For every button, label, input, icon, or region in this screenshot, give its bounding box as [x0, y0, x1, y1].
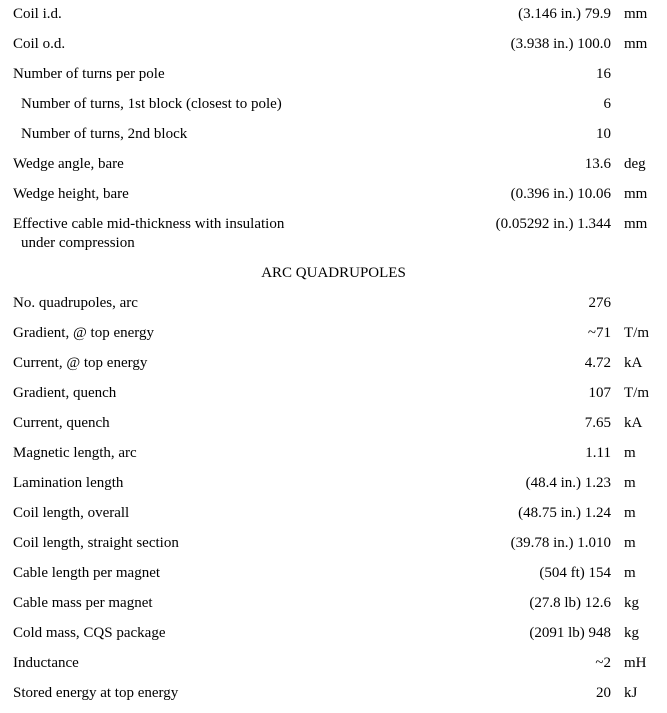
- row-label: Gradient, quench: [13, 385, 117, 401]
- row-value: (2091 lb) 948: [529, 625, 611, 641]
- row-value: 1.11: [585, 445, 611, 461]
- row-unit: m: [624, 535, 636, 551]
- row-label: Coil length, overall: [13, 505, 130, 521]
- row-value: 20: [596, 685, 611, 701]
- row-unit: m: [624, 445, 636, 461]
- table-row: [0, 323, 667, 353]
- table-row: [0, 154, 667, 184]
- row-label: Number of turns, 2nd block: [21, 126, 188, 142]
- row-unit: mm: [624, 36, 648, 52]
- row-unit: kA: [624, 415, 643, 431]
- row-value: 4.72: [584, 355, 611, 371]
- row-label: Coil i.d.: [13, 6, 62, 22]
- table-row: [0, 653, 667, 683]
- row-label: Wedge angle, bare: [13, 156, 124, 172]
- row-value: (0.05292 in.) 1.344: [495, 216, 611, 232]
- row-value: (3.938 in.) 100.0: [510, 36, 611, 52]
- table-row: [0, 593, 667, 623]
- row-value: ~2: [595, 655, 611, 671]
- row-label: Lamination length: [13, 475, 124, 491]
- table-row: [0, 443, 667, 473]
- row-label: Inductance: [13, 655, 79, 671]
- row-unit: kg: [624, 595, 639, 611]
- row-label: Cold mass, CQS package: [13, 625, 166, 641]
- row-value: (48.4 in.) 1.23: [525, 475, 611, 491]
- row-value: (504 ft) 154: [539, 565, 611, 581]
- row-label: Coil length, straight section: [13, 535, 179, 551]
- table-row: [0, 64, 667, 94]
- row-label: Number of turns, 1st block (closest to pole): [21, 96, 282, 112]
- row-value: 7.65: [584, 415, 611, 431]
- table-row: [0, 184, 667, 214]
- row-label-line-2: under compression: [21, 235, 135, 251]
- row-value: (3.146 in.) 79.9: [518, 6, 611, 22]
- row-value: 10: [596, 126, 611, 142]
- row-unit: m: [624, 505, 636, 521]
- row-label: Current, quench: [13, 415, 110, 431]
- section-heading: ARC QUADRUPOLES: [261, 265, 406, 281]
- table-row: [0, 293, 667, 323]
- table-row: [0, 623, 667, 653]
- table-row: [0, 413, 667, 443]
- table-row: [0, 214, 667, 254]
- row-unit: kg: [624, 625, 639, 641]
- row-value: (0.396 in.) 10.06: [510, 186, 611, 202]
- row-value: 107: [588, 385, 611, 401]
- row-unit: deg: [624, 156, 646, 172]
- table-row: [0, 563, 667, 593]
- row-label: No. quadrupoles, arc: [13, 295, 138, 311]
- table-row: [0, 94, 667, 124]
- row-label: [13, 214, 284, 253]
- table-row: [0, 353, 667, 383]
- row-value: (27.8 lb) 12.6: [529, 595, 611, 611]
- table-row: [0, 34, 667, 64]
- row-value: 276: [588, 295, 611, 311]
- table-row: [0, 4, 667, 34]
- row-unit: kA: [624, 355, 643, 371]
- row-unit: mm: [624, 186, 648, 202]
- row-label: Magnetic length, arc: [13, 445, 137, 461]
- row-value: (39.78 in.) 1.010: [510, 535, 611, 551]
- row-label: Wedge height, bare: [13, 186, 129, 202]
- row-label: Stored energy at top energy: [13, 685, 179, 701]
- row-unit: T/m: [624, 385, 649, 401]
- table-row: [0, 383, 667, 413]
- table-row: [0, 533, 667, 563]
- row-unit: m: [624, 475, 636, 491]
- table-row: [0, 683, 667, 713]
- row-label: Cable mass per magnet: [13, 595, 153, 611]
- table-row: [0, 503, 667, 533]
- row-label: Cable length per magnet: [13, 565, 161, 581]
- row-label-line-1: Effective cable mid-thickness with insulation: [13, 216, 285, 232]
- row-label: Number of turns per pole: [13, 66, 165, 82]
- row-label: Gradient, @ top energy: [13, 325, 154, 341]
- row-label: Current, @ top energy: [13, 355, 148, 371]
- row-unit: kJ: [624, 685, 638, 701]
- row-value: (48.75 in.) 1.24: [518, 505, 611, 521]
- row-value: ~71: [587, 325, 611, 341]
- row-unit: mH: [624, 655, 647, 671]
- row-unit: m: [624, 565, 636, 581]
- table-row: [0, 473, 667, 503]
- row-unit: mm: [624, 6, 648, 22]
- row-unit: T/m: [624, 325, 649, 341]
- row-value: 13.6: [584, 156, 611, 172]
- table-row: [0, 124, 667, 154]
- row-value: 16: [596, 66, 611, 82]
- row-label: Coil o.d.: [13, 36, 66, 52]
- row-unit: mm: [624, 216, 648, 232]
- row-value: 6: [603, 96, 611, 112]
